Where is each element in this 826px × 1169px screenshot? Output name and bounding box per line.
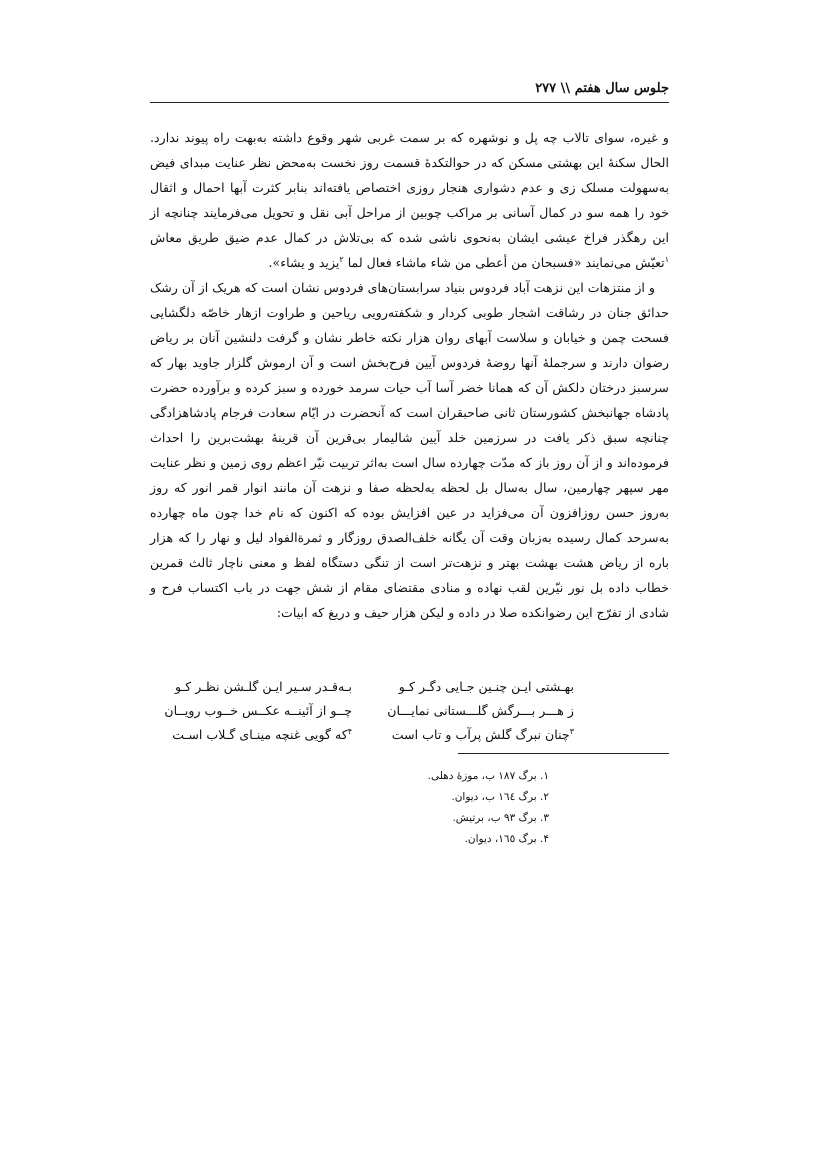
paragraph-1-part-3: یزید و یشاء». xyxy=(268,255,340,270)
footnote-mark-1: ۱ xyxy=(664,254,669,264)
footnote-mark-2: ۲ xyxy=(339,254,344,264)
paragraph-1 xyxy=(150,125,669,275)
header-rule xyxy=(150,102,669,103)
paragraph-1-part-1: و غیره، سوای تالاب چه پل و نوشهره که بر سمت غربی شهر وقوع داشته به‌بهت راه پیوند ندارد. الحال سکنهٔ این بهشتی مسکن که در حوالتکدهٔ قسمت روز نخست به‌محض نظر عنایت مبدای فیض به‌سهولت مسلک زی و عدم دشواری هنجار روزی اختصاص یافته‌اند بنابر کثرت آبها احمال و اثقال خود را همه سو در کمال آسانی بر مراکب چوبین از مراحل آبی نقل و تحویل می‌فرمایند چنانچه از این رهگذر فراخ عیشی ایشان به‌نحوی ناشی شده که بی‌تلاش در کمال عدم ضیق طریق معاش xyxy=(150,130,669,245)
verse-row xyxy=(150,723,669,747)
verse-hemistich-left xyxy=(150,723,352,747)
verse-3-first-text: چنان نبرگ گلش پرآب و تاب است xyxy=(391,727,570,742)
verse-hemistich-right xyxy=(372,723,574,747)
verse-block xyxy=(150,675,669,747)
footnote: ۱. برگ ۱۸۷ ب، موزهٔ دهلی. xyxy=(427,770,549,782)
body-text xyxy=(150,125,669,625)
footnotes xyxy=(350,766,669,850)
running-header: جلوس سال هفتم \\ ۲۷۷ xyxy=(535,81,669,96)
paragraph-2: و از منتزهات این نزهت آباد فردوس بنیاد سرابستان‌های فردوس نشان است که هریک از آن رشک حدائق جنان در رشاقت اشجار طوبی کردار و شکفته‌رویی ریاحین و طراوت ازهار خاصّه دلگشایی فسحت چمن و خیابان و سلاست آبهای روان هزار نکته خاطر نشان و گرفت دلنشین آنان بر ریاض رضوان دارند و سرجملهٔ آنها روضهٔ فردوس آیین فرح‌بخش است و آن ارموش گلزار جاوید بهار که سرسبز درختان دلکش آن که همانا خضر آسا آب حیات سرمد خورده و سبز کرده و برآورده حضرت پادشاه جهانبخش کشورستان ثانی صاحبقران است که آنحضرت در ایّام سعادت فرجام پادشاهزادگی چنانچه سبق ذکر یافت در سرزمین خلد آیین شالیمار بی‌قرین آن قرینهٔ بهشت‌برین را احداث فرموده‌اند و از آن روز باز که مدّت چهارده سال است به‌اثر تربیت نیّر اعظم روی زمین و نظر عنایت مهر سپهر چهارمین، سال به‌سال بل لحظه به‌لحظه صفا و نزهت آن مانند انوار قمر انور که روز به‌روز حسن روزافزون آن می‌فزاید در عین افزایش بوده که اکنون که نام خدا چون ماه چهارده به‌سرحد کمال رسیده به‌زبان وقت آن یگانه خلف‌الصدق روزگار و ثمرةالفواد لیل و نهار را که هزار باره از ریاض هشت بهشت بهتر و نزهت‌تر است از تنگی دستگاه لفظ و معنی ناچار ثالث قمرین خطاب داده بل نور نیّرین لقب نهاده و منادی مقتضای مقام از شش جهت در باب اکتساب فرح و شادی از تفرّج این رضوانکده صلا در داده و لیکن هزار حیف و دریغ که ابیات: xyxy=(149,280,669,620)
verse-hemistich-right: بهـشتی ایـن چنـین جـایی دگـر کـو xyxy=(398,679,574,694)
verse-row xyxy=(150,675,669,699)
verse-row xyxy=(150,699,669,723)
footnote-rule xyxy=(458,753,669,754)
verse-hemistich-right: ز هـــر بـــرگش گلـــستانی نمایـــان xyxy=(387,703,574,718)
verse-3-second-text: که گویی غنچه مینـای گـلاب اسـت xyxy=(172,727,348,742)
footnote: ۴. برگ ١٦٥، دیوان. xyxy=(464,833,549,845)
footnote-mark-4: ۴ xyxy=(347,726,352,736)
verse-hemistich-left: چــو از آئینــه عکــس خــوب رویــان xyxy=(164,703,352,718)
paragraph-1-part-2: تعیّش می‌نمایند «فسبحان من أعطی من شاء ماشاء فعال لما xyxy=(347,255,665,270)
verse-hemistich-left: بـه‌قـدر سـیر ایـن گلـشن نظـر کـو xyxy=(175,679,352,694)
footnote: ۳. برگ ۹۳ ب، برتیش. xyxy=(452,812,549,824)
footnote: ۲. برگ ١٦٤ ب، دیوان. xyxy=(451,791,549,803)
footnote-mark-3: ۳ xyxy=(569,726,574,736)
